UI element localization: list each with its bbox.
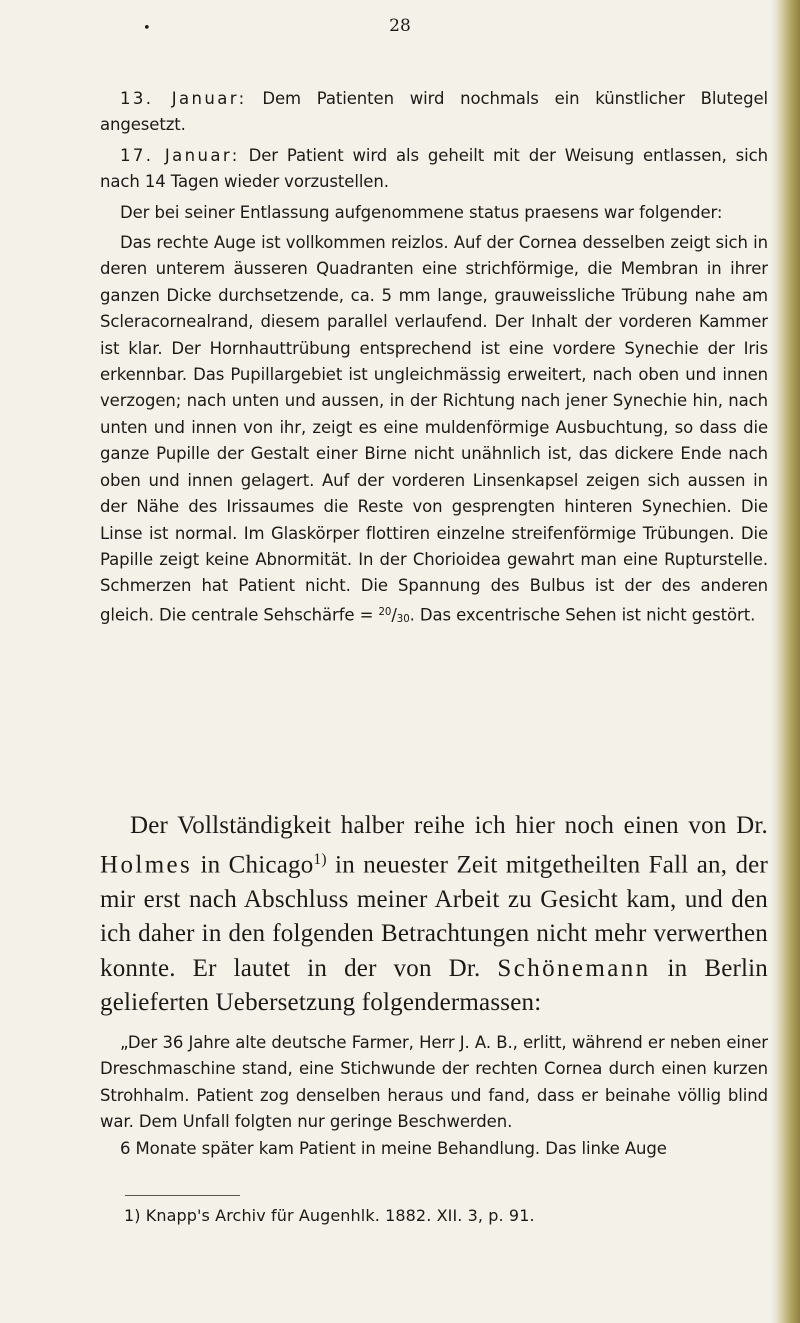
acuity-denominator: 30: [396, 613, 410, 625]
intro-text: Der Vollständigkeit halber reihe ich hier noch einen von Dr.: [130, 812, 768, 839]
entry-date: 17. Januar:: [120, 145, 240, 165]
status-text: Das rechte Auge ist vollkommen reizlos. Auf der Cornea desselben zeigt sich in deren unterem äusseren Quadranten eine strichförmige, die Membran in ihrer ganzen Dicke durchsetzende, ca. 5 mm lange, grauweissliche Trübung nahe am Scleracornealrand, diesem parallel verlaufend. Der Inhalt der vorderen Kammer ist klar. Der Hornhauttrübung entsprechend ist eine vordere Synechie der Iris erkennbar. Das Pupillargebiet ist ungleichmässig erweitert, nach oben und innen verzogen; nach unten und aussen, in der Richtung nach jener Synechie hin, nach unten und innen von ihr, zeigt es eine muldenförmige Ausbuchtung, so dass die ganze Pupille der Gestalt einer Birne nicht unähnlich ist, das dickere Ende nach oben und innen gelagert. Auf der vorderen Linsenkapsel zeigen sich aussen in der Nähe des Irissaumes die Reste von gesprengten hinteren Synechien. Die Linse ist normal. Im Glaskörper flottiren einzelne streifenförmige Trübungen. Die Papille zeigt keine Abnormität. In der Chorioidea gewahrt man eine Rupturstelle. Schmerzen hat Patient nicht. Die Spannung des Bulbus ist der des anderen gleich. Die centrale Sehschärfe =: [100, 233, 768, 625]
quoted-case-section: [100, 1030, 768, 1162]
author-name-holmes: Holmes: [100, 851, 193, 879]
footnote: 1) Knapp's Archiv für Augenhlk. 1882. XII. 3, p. 91.: [124, 1206, 535, 1225]
footnote-divider: [125, 1195, 240, 1196]
acuity-numerator: 20: [378, 606, 392, 618]
entry-january-17: [100, 143, 768, 196]
holmes-introduction: [100, 809, 768, 1020]
entry-date: 13. Januar:: [120, 89, 247, 108]
page-number: 28: [389, 16, 411, 36]
status-praesens-paragraph: Das rechte Auge ist vollkommen reizlos. Auf der Cornea desselben zeigt sich in deren unterem äusseren Quadranten eine strichförmige, die Membran in ihrer ganzen Dicke durchsetzende, ca. 5 mm lange, grauweissliche Trübung nahe am Scleracornealrand, diesem parallel verlaufend. Der Inhalt der vorderen Kammer ist klar. Der Hornhauttrübung entsprechend ist eine vordere Synechie der Iris erkennbar. Das Pupillargebiet ist ungleichmässig erweitert, nach oben und innen verzogen; nach unten und aussen, in der Richtung nach jener Synechie hin, nach unten und innen von ihr, zeigt es eine muldenförmige Ausbuchtung, so dass die ganze Pupille der Gestalt einer Birne nicht unähnlich ist, das dickere Ende nach oben und innen gelagert. Auf der vorderen Linsenkapsel zeigen sich aussen in der Nähe des Irissaumes die Reste von gesprengten hinteren Synechien. Die Linse ist normal. Im Glaskörper flottiren einzelne streifenförmige Trübungen. Die Papille zeigt keine Abnormität. In der Chorioidea gewahrt man eine Rupturstelle. Schmerzen hat Patient nicht. Die Spannung des Bulbus ist der des anderen gleich. Die centrale Sehschärfe = $^{20}$/30. Das excentrische Sehen ist nicht gestört.: [100, 233, 768, 625]
status-intro-paragraph: Der bei seiner Entlassung aufgenommene status praesens war folgender:: [120, 202, 723, 222]
intro-text: in Berlin gelieferten Uebersetzung folgendermassen:: [100, 954, 769, 1016]
intro-paragraph: [100, 809, 768, 1020]
book-edge: [776, 0, 800, 1323]
page-mark: •: [143, 21, 151, 36]
entry-text: Dem Patienten wird nochmals ein künstlicher Blutegel angesetzt.: [100, 89, 768, 135]
entry-january-13: [100, 86, 768, 139]
entry-text: Der Patient wird als geheilt mit der Weisung entlassen, sich nach 14 Tagen wieder vorzustellen.: [100, 145, 768, 192]
intro-text: in Chicago: [192, 851, 314, 879]
translator-name: Schönemann: [497, 954, 651, 982]
quoted-case-continuation: 6 Monate später kam Patient in meine Behandlung. Das linke Auge: [120, 1138, 667, 1158]
status-text-end: . Das excentrische Sehen ist nicht gestört.: [409, 605, 756, 625]
case-report-section: [100, 84, 768, 633]
quoted-case-paragraph: „Der 36 Jahre alte deutsche Farmer, Herr J. A. B., erlitt, während er neben einer Dreschmaschine stand, eine Stichwunde der rechten Cornea durch einen kurzen Strohhalm. Patient zog denselben heraus und fand, dass er beinahe völlig blind war. Dem Unfall folgten nur geringe Beschwerden.: [100, 1033, 768, 1132]
footnote-reference: 1): [313, 851, 327, 869]
intro-text: in neuester Zeit mitgetheilten Fall an, der mir erst nach Abschluss meiner Arbeit zu Gesicht kam, und den ich daher in den folgenden Betrachtungen nicht mehr verwerthen konnte. Er lautet in der von Dr.: [100, 851, 768, 982]
